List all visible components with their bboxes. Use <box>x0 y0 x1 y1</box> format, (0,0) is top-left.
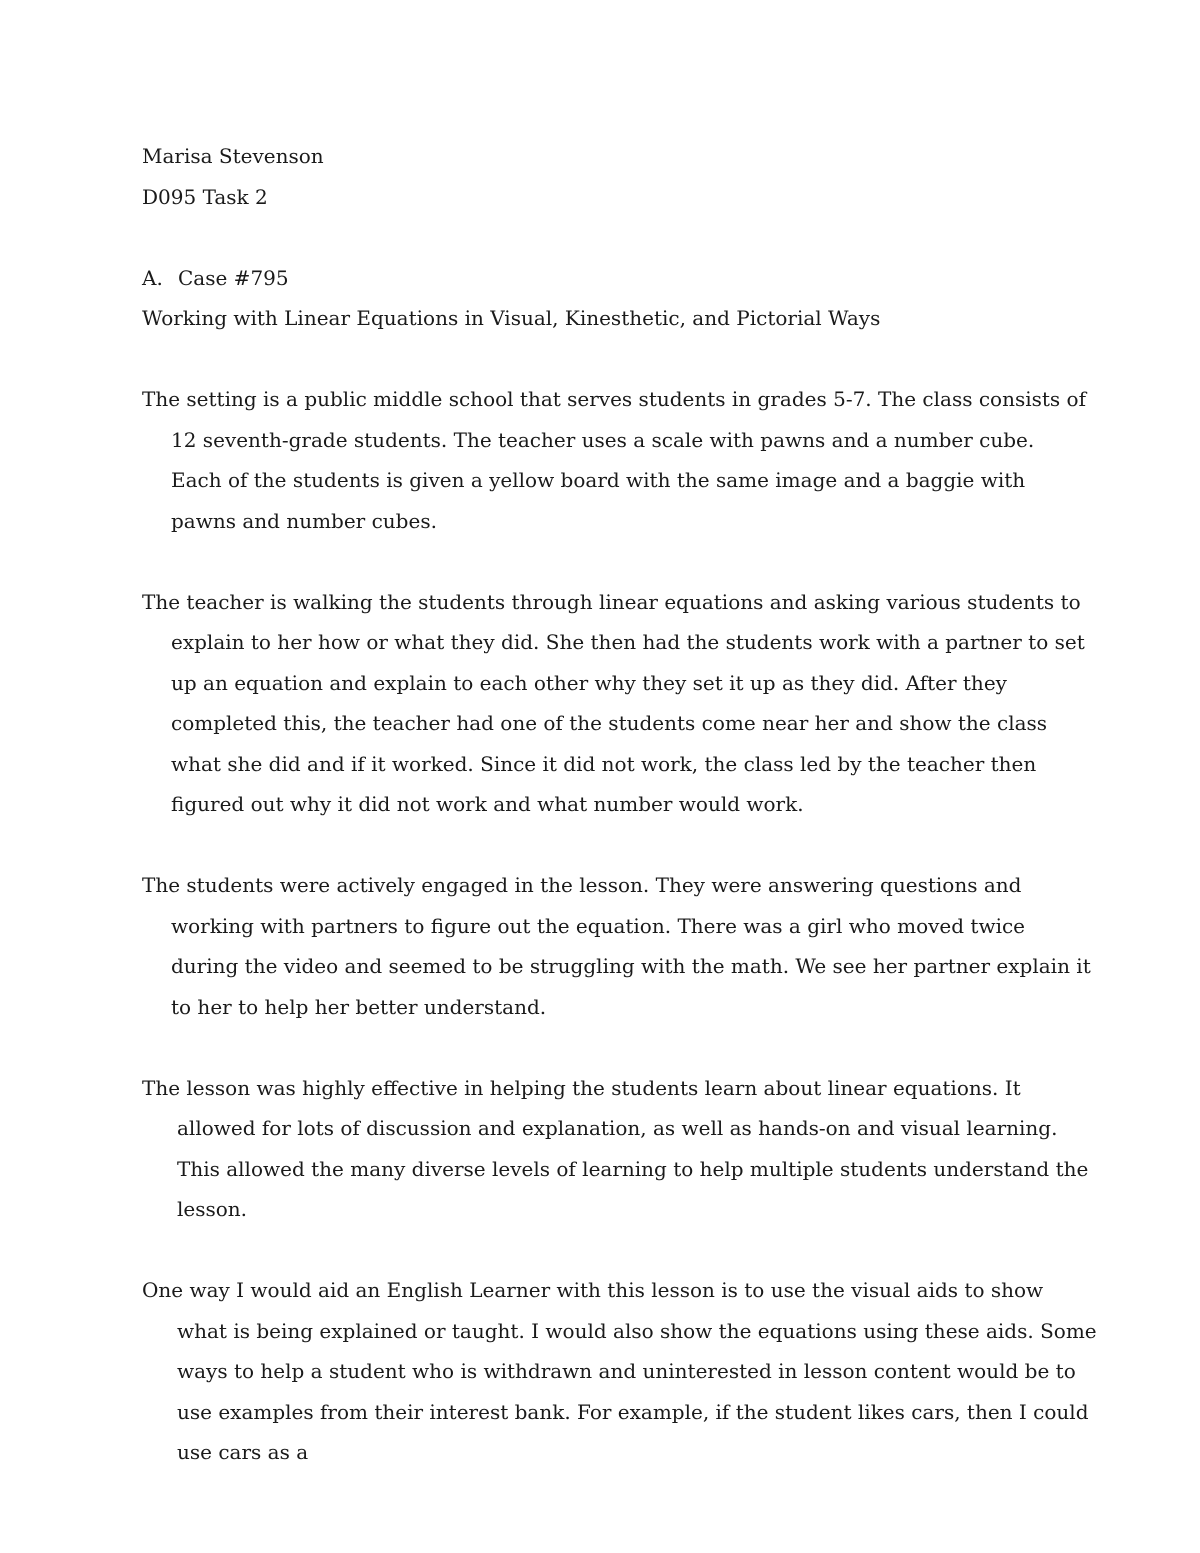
paragraph-effectiveness: The lesson was highly effective in helping the students learn about linear equations. It allowed for lots of discussion and explanation, as well as hands-on and visual learning. This allowed the many diverse levels of learning to help multiple students understand the lesson. <box>142 1075 1089 1221</box>
document-body <box>142 136 1097 1473</box>
paragraph-teacher: The teacher is walking the students through linear equations and asking various students to explain to her how or what they did. She then had the students work with a partner to set up an equation and explain to each other why they set it up as they did. After they completed this, the teacher had one of the students come near her and show the class what she did and if it worked. Since it did not work, the class led by the teacher then figured out why it did not work and what number would work. <box>142 589 1085 816</box>
section-a-marker: A. <box>142 265 163 290</box>
task-title: D095 Task 2 <box>142 184 268 209</box>
paragraph-english-learner: One way I would aid an English Learner with this lesson is to use the visual aids to show what is being explained or taught. I would also show the equations using these aids. Some ways to help a student who is withdrawn and uninterested in lesson content would be to use examples from their interest bank. For example, if the student likes cars, then I could use cars as a <box>142 1278 1097 1464</box>
case-title: Working with Linear Equations in Visual, Kinesthetic, and Pictorial Ways <box>142 306 881 330</box>
section-a-heading <box>142 258 1062 299</box>
spacer <box>142 1230 1062 1271</box>
spacer <box>142 541 1062 582</box>
case-number: Case #795 <box>178 265 289 290</box>
spacer <box>142 339 1062 380</box>
paragraph-engagement: The students were actively engaged in the lesson. They were answering questions and working with partners to figure out the equation. There was a girl who moved twice during the video and seemed to be struggling with the math. We see her partner explain it to her to help her better understand. <box>142 873 1091 1019</box>
author-name: Marisa Stevenson <box>142 144 324 168</box>
spacer <box>142 825 1062 866</box>
spacer <box>142 1027 1062 1068</box>
spacer <box>142 217 1062 258</box>
paragraph-setting: The setting is a public middle school that serves students in grades 5-7. The class consists of 12 seventh-grade students. The teacher uses a scale with pawns and a number cube. Each of the students is given a yellow board with the same image and a baggie with pawns and number cubes. <box>142 387 1086 533</box>
